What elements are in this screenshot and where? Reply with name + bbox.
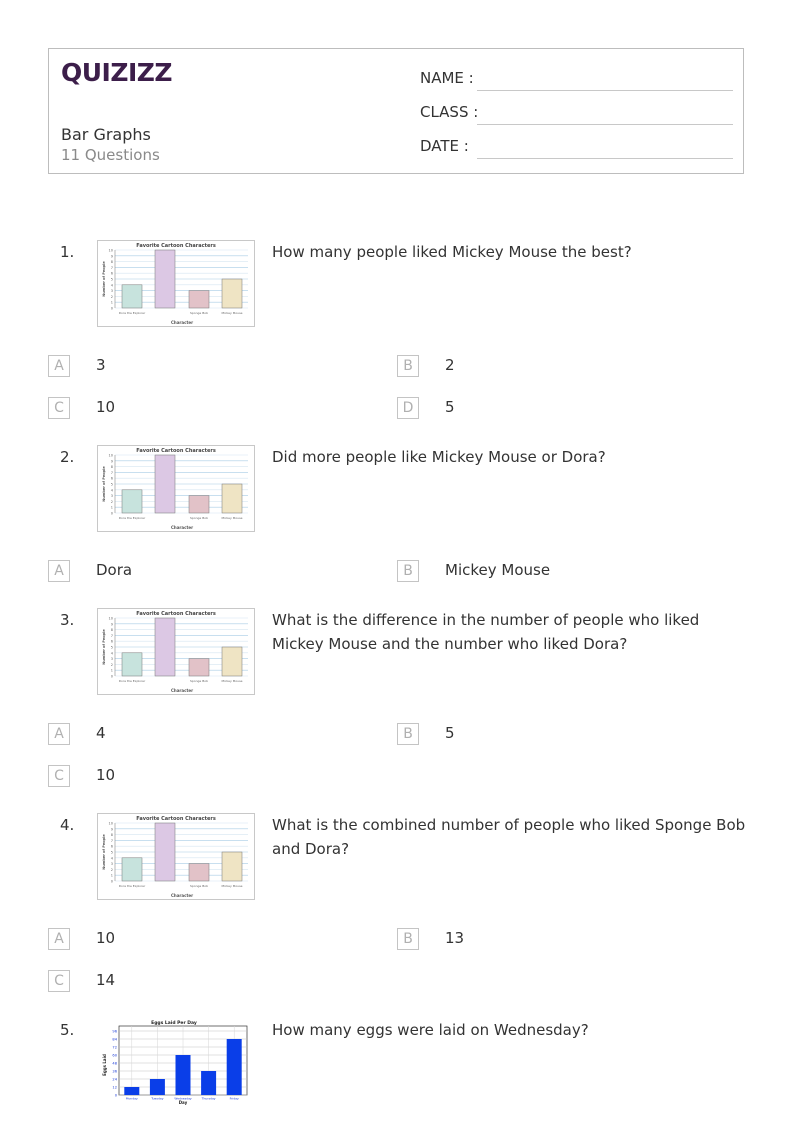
question-count: 11 Questions (61, 146, 160, 164)
bar (222, 279, 242, 308)
y-tick-label: 5 (110, 482, 113, 487)
bar (155, 618, 175, 676)
y-tick-label: 60 (112, 1053, 117, 1058)
y-tick-label: 5 (110, 277, 113, 282)
y-tick-label: 8 (110, 260, 113, 265)
y-tick-label: 72 (112, 1045, 117, 1050)
x-tick-label: Mickey Mouse (221, 884, 243, 888)
question-1-chart (97, 240, 255, 327)
y-tick-label: 6 (110, 639, 113, 644)
x-tick-label: Sponge Bob (189, 884, 209, 888)
name-line (477, 90, 733, 91)
question-2-text: Did more people like Mickey Mouse or Dora? (272, 448, 606, 466)
question-1-text: How many people liked Mickey Mouse the best? (272, 243, 632, 261)
bar (176, 1055, 191, 1095)
q4-option-a-text: 10 (96, 929, 116, 947)
y-tick-label: 0 (110, 306, 113, 311)
y-tick-label: 12 (112, 1085, 117, 1090)
y-tick-label: 48 (112, 1061, 117, 1066)
y-tick-label: 10 (108, 616, 113, 621)
y-tick-label: 10 (108, 821, 113, 826)
name-label: NAME : (420, 69, 474, 87)
y-tick-label: 8 (110, 833, 113, 838)
bar (150, 1079, 165, 1095)
q2-option-a-text: Dora (96, 561, 133, 579)
bar (155, 823, 175, 881)
question-5-chart (97, 1017, 255, 1105)
y-tick-label: 3 (110, 862, 113, 867)
y-tick-label: 2 (110, 662, 113, 667)
x-tick-label: Mickey Mouse (221, 311, 243, 315)
y-tick-label: 6 (110, 271, 113, 276)
bar (222, 647, 242, 676)
bar (189, 496, 209, 513)
bar (189, 864, 209, 881)
y-tick-label: 9 (110, 459, 113, 464)
bar (155, 455, 175, 513)
q1-option-c-text: 10 (96, 398, 116, 416)
q2-option-b-box[interactable]: B (397, 560, 419, 582)
cartoon-chart-image (98, 446, 254, 531)
x-tick-label: Sponge Bob (189, 516, 209, 520)
x-tick-label: Dora the Explorer (118, 516, 146, 520)
y-tick-label: 8 (110, 628, 113, 633)
q3-option-c-box[interactable]: C (48, 765, 70, 787)
q2-option-a-box[interactable]: A (48, 560, 70, 582)
y-tick-label: 4 (110, 856, 113, 861)
y-tick-label: 1 (110, 505, 113, 510)
question-3-chart (97, 608, 255, 695)
date-field[interactable] (420, 137, 733, 159)
question-4-chart (97, 813, 255, 900)
q4-option-c-box[interactable]: C (48, 970, 70, 992)
y-tick-label: 10 (108, 453, 113, 458)
y-tick-label: 9 (110, 622, 113, 627)
q1-option-b-text: 2 (445, 356, 455, 374)
x-tick-label: Mickey Mouse (221, 679, 243, 683)
y-tick-label: 0 (110, 511, 113, 516)
question-1-number: 1. (60, 243, 75, 261)
q1-option-c-box[interactable]: C (48, 397, 70, 419)
bar (122, 490, 142, 513)
question-2-number: 2. (60, 448, 75, 466)
y-axis-label: Number of People (102, 466, 106, 502)
chart-title: Favorite Cartoon Characters (136, 448, 216, 454)
worksheet-header (48, 48, 744, 174)
q1-option-a-box[interactable]: A (48, 355, 70, 377)
date-line (477, 158, 733, 159)
x-tick-label: Friday (229, 1096, 239, 1101)
y-tick-label: 0 (114, 1093, 117, 1098)
q4-option-b-box[interactable]: B (397, 928, 419, 950)
y-tick-label: 7 (110, 470, 113, 475)
bar (124, 1087, 139, 1095)
class-field[interactable] (420, 103, 733, 125)
x-tick-label: Dora the Explorer (118, 884, 146, 888)
y-tick-label: 9 (110, 827, 113, 832)
class-label: CLASS : (420, 103, 479, 121)
bar (122, 858, 142, 881)
chart-title: Favorite Cartoon Characters (136, 243, 216, 249)
q1-option-b-box[interactable]: B (397, 355, 419, 377)
question-5-text: How many eggs were laid on Wednesday? (272, 1021, 589, 1039)
q4-option-a-box[interactable]: A (48, 928, 70, 950)
y-tick-label: 7 (110, 265, 113, 270)
x-axis-label: Character (170, 893, 194, 898)
y-tick-label: 9 (110, 254, 113, 259)
q3-option-c-text: 10 (96, 766, 116, 784)
x-tick-label: Wednesday (174, 1096, 192, 1101)
y-axis-label: Number of People (102, 629, 106, 665)
x-axis-label: Character (170, 688, 194, 693)
y-axis-label: Eggs Laid (102, 1054, 107, 1076)
cartoon-chart-image (98, 609, 254, 694)
question-4-number: 4. (60, 816, 75, 834)
question-2-chart (97, 445, 255, 532)
y-tick-label: 4 (110, 283, 113, 288)
y-tick-label: 3 (110, 494, 113, 499)
worksheet-title: Bar Graphs (61, 125, 151, 144)
y-tick-label: 5 (110, 850, 113, 855)
x-tick-label: Mickey Mouse (221, 516, 243, 520)
y-axis-label: Number of People (102, 834, 106, 870)
y-tick-label: 3 (110, 657, 113, 662)
eggs-chart-image (97, 1017, 255, 1105)
chart-title: Favorite Cartoon Characters (136, 816, 216, 822)
y-tick-label: 96 (112, 1029, 117, 1034)
q3-option-b-box[interactable]: B (397, 723, 419, 745)
chart-title: Eggs Laid Per Day (151, 1021, 197, 1026)
x-tick-label: Dora the Explorer (118, 311, 146, 315)
y-tick-label: 4 (110, 651, 113, 656)
q4-option-b-text: 13 (445, 929, 465, 947)
chart-title: Favorite Cartoon Characters (136, 611, 216, 617)
y-tick-label: 36 (112, 1069, 117, 1074)
y-tick-label: 7 (110, 633, 113, 638)
bar (122, 653, 142, 676)
y-tick-label: 1 (110, 873, 113, 878)
x-tick-label: Sponge Bob (189, 679, 209, 683)
y-tick-label: 1 (110, 300, 113, 305)
q1-option-d-box[interactable]: D (397, 397, 419, 419)
y-tick-label: 7 (110, 838, 113, 843)
date-label: DATE : (420, 137, 469, 155)
y-tick-label: 2 (110, 499, 113, 504)
question-4-text: What is the combined number of people who liked Sponge Bob and Dora? (272, 816, 746, 858)
quizizz-logo: QUIZIZZ (61, 58, 173, 87)
x-tick-label: Sponge Bob (189, 311, 209, 315)
y-tick-label: 8 (110, 465, 113, 470)
bar (201, 1071, 216, 1095)
bar (189, 291, 209, 308)
x-tick-label: Tuesday (151, 1096, 164, 1101)
y-axis-label: Number of People (102, 261, 106, 297)
y-tick-label: 4 (110, 488, 113, 493)
cartoon-chart-image (98, 241, 254, 326)
y-tick-label: 0 (110, 674, 113, 679)
question-5-number: 5. (60, 1021, 75, 1039)
x-tick-label: Monday (125, 1096, 138, 1101)
bar (122, 285, 142, 308)
name-field[interactable] (420, 69, 733, 91)
q1-option-a-text: 3 (96, 356, 106, 374)
y-tick-label: 6 (110, 476, 113, 481)
y-tick-label: 0 (110, 879, 113, 884)
q2-option-b-text: Mickey Mouse (445, 561, 551, 579)
y-tick-label: 24 (112, 1077, 117, 1082)
bar (189, 659, 209, 676)
y-tick-label: 3 (110, 289, 113, 294)
y-tick-label: 10 (108, 248, 113, 253)
q3-option-a-box[interactable]: A (48, 723, 70, 745)
q4-option-c-text: 14 (96, 971, 116, 989)
q3-option-b-text: 5 (445, 724, 455, 742)
bar (222, 852, 242, 881)
bar (222, 484, 242, 513)
y-tick-label: 6 (110, 844, 113, 849)
x-tick-label: Dora the Explorer (118, 679, 146, 683)
y-tick-label: 5 (110, 645, 113, 650)
x-axis-label: Character (170, 525, 194, 530)
y-tick-label: 2 (110, 867, 113, 872)
cartoon-chart-image (98, 814, 254, 899)
bar (227, 1039, 242, 1095)
q3-option-a-text: 4 (96, 724, 106, 742)
y-tick-label: 2 (110, 294, 113, 299)
bar (155, 250, 175, 308)
y-tick-label: 1 (110, 668, 113, 673)
class-line (477, 124, 733, 125)
y-tick-label: 84 (112, 1037, 117, 1042)
q1-option-d-text: 5 (445, 398, 455, 416)
question-3-text: What is the difference in the number of people who liked Mickey Mouse and the number who liked Dora? (272, 611, 700, 653)
x-tick-label: Thursday (201, 1096, 216, 1101)
x-axis-label: Character (170, 320, 194, 325)
x-axis-label: Day (178, 1100, 188, 1105)
question-3-number: 3. (60, 611, 75, 629)
